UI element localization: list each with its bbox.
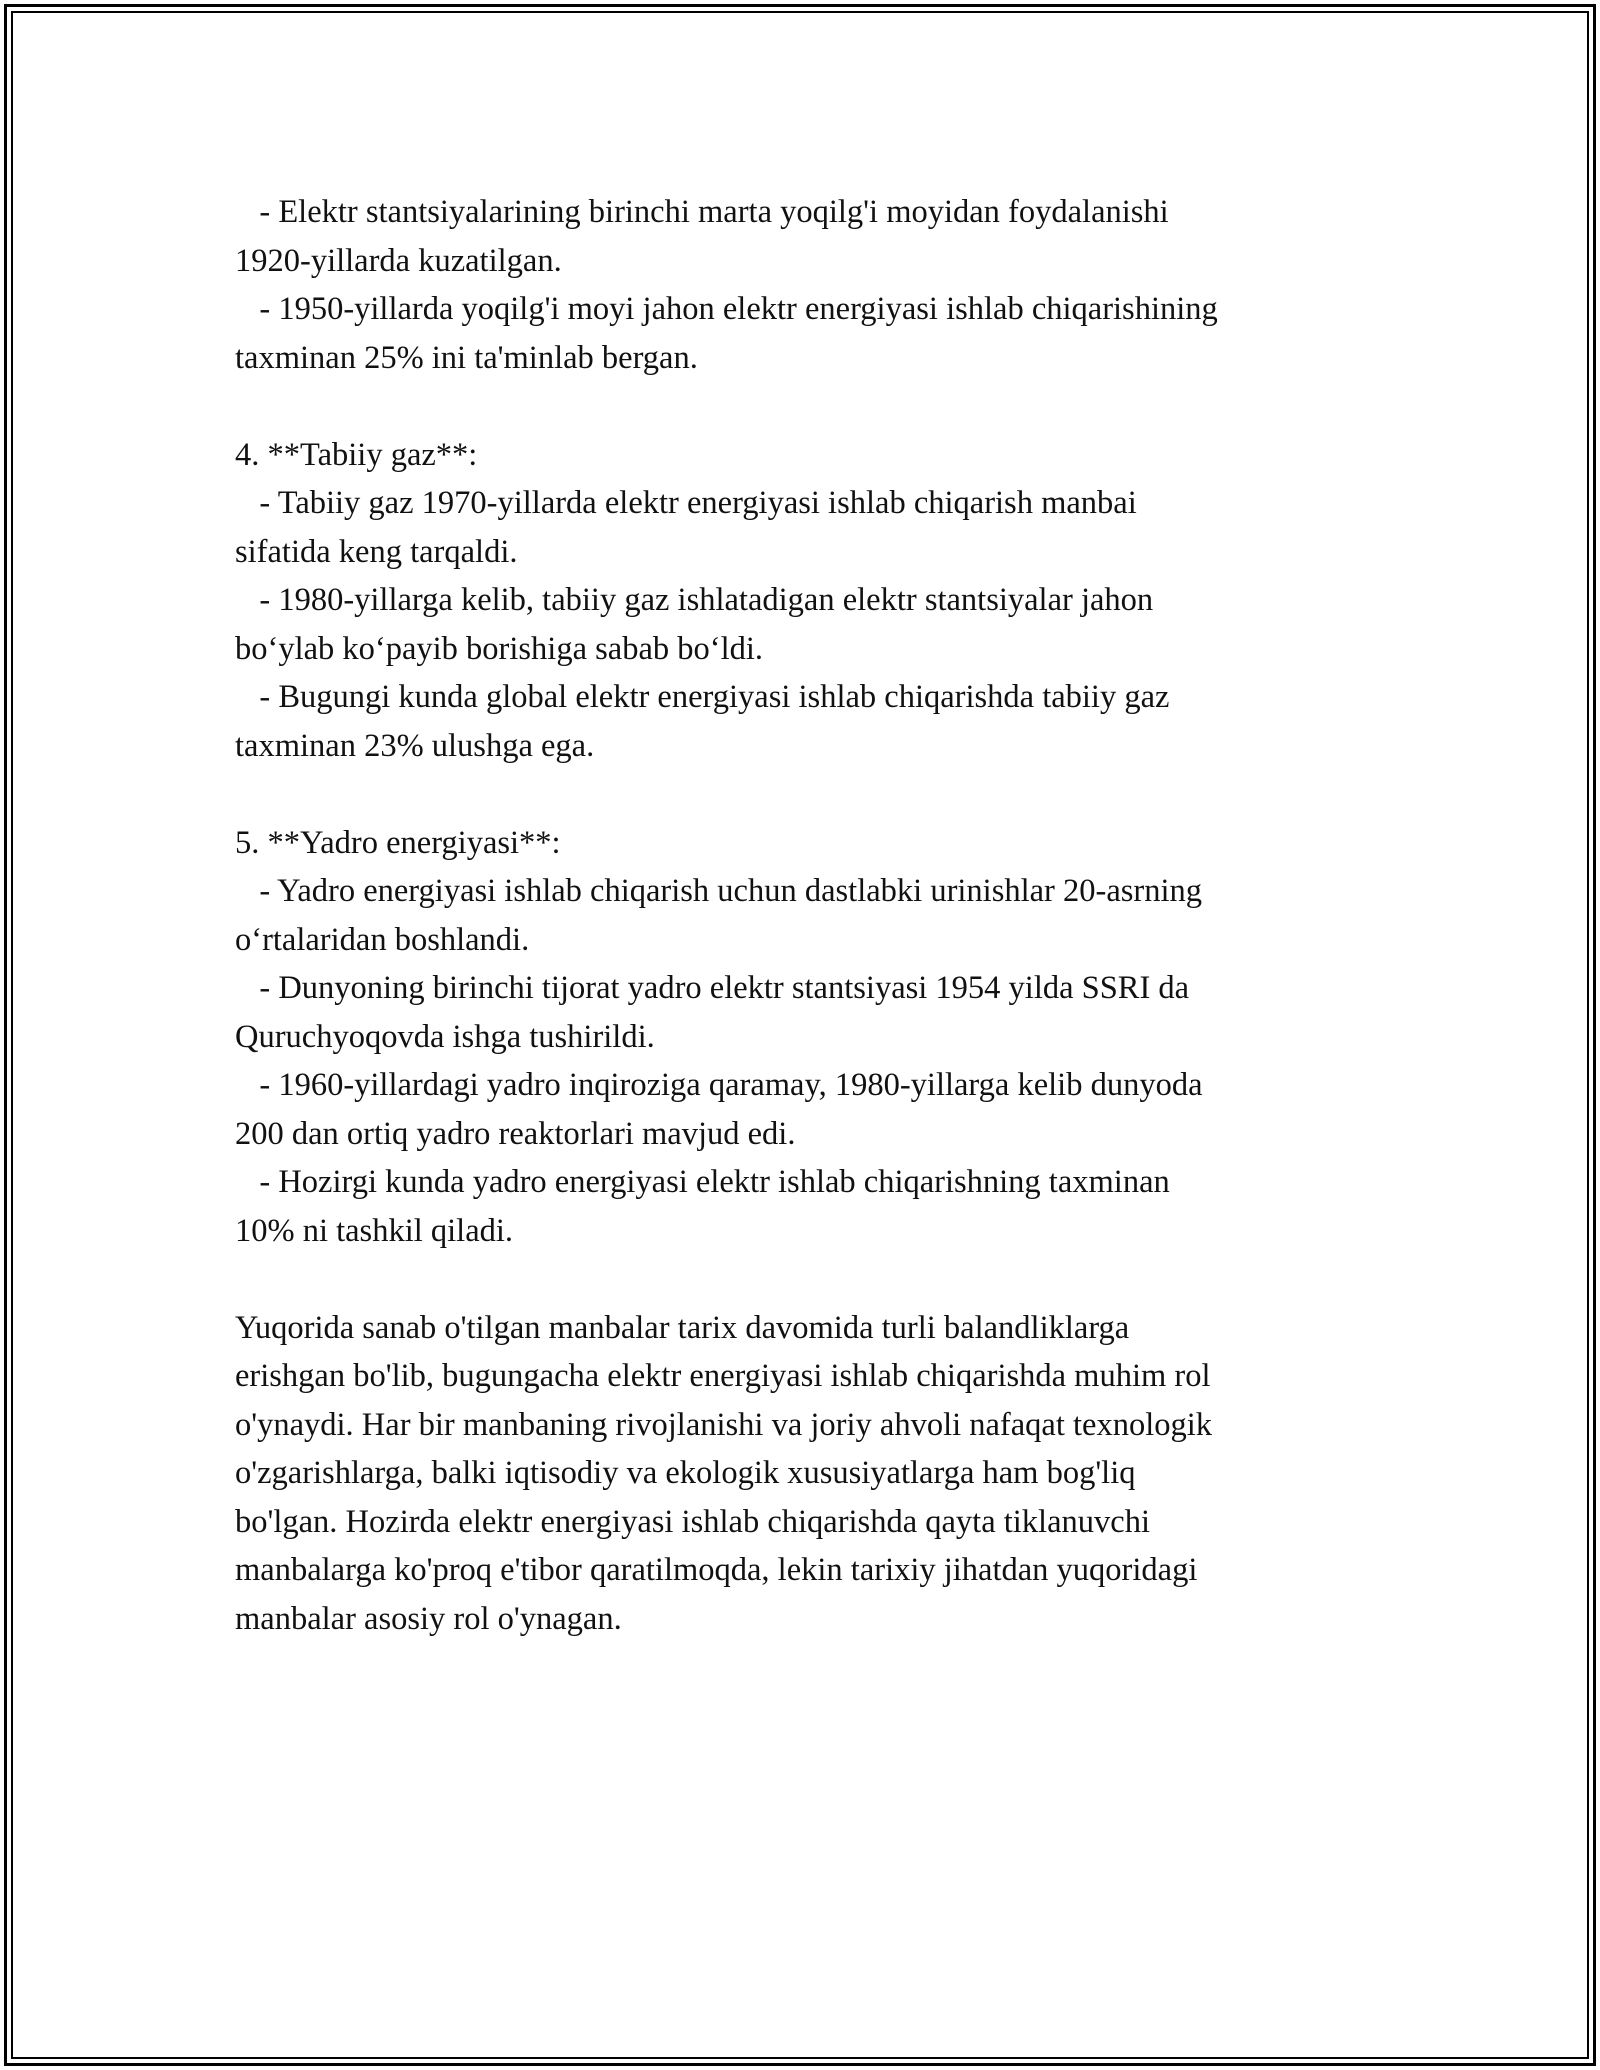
text-line: - Dunyoning birinchi tijorat yadro elektr stantsiyasi 1954 yilda SSRI da <box>235 970 1190 1006</box>
conclusion-line: o'ynaydi. Har bir manbaning rivojlanishi va joriy ahvoli nafaqat texnologik <box>235 1406 1213 1443</box>
text-line: - Hozirgi kunda yadro energiyasi elektr ishlab chiqarishning taxminan <box>235 1164 1170 1200</box>
text-line: - Bugungi kunda global elektr energiyasi ishlab chiqarishda tabiiy gaz <box>235 679 1170 715</box>
conclusion-line: erishgan bo'lib, bugungacha elektr energiyasi ishlab chiqarishda muhim rol <box>235 1358 1211 1394</box>
text-line: 1920-yillarda kuzatilgan. <box>235 242 562 279</box>
text-line: - 1960-yillardagi yadro inqiroziga qaramay, 1980-yillarga kelib dunyoda <box>235 1067 1203 1103</box>
conclusion-line: bo'lgan. Hozirda elektr energiyasi ishlab chiqarishda qayta tiklanuvchi <box>235 1503 1150 1540</box>
text-line: Quruchyoqovda ishga tushirildi. <box>235 1018 655 1055</box>
text-line: 200 dan ortiq yadro reaktorlari mavjud edi. <box>235 1115 796 1152</box>
conclusion-line: o'zgarishlarga, balki iqtisodiy va ekologik xususiyatlarga ham bog'liq <box>235 1455 1136 1491</box>
blank-line <box>235 1255 1365 1304</box>
text-line: - 1980-yillarga kelib, tabiiy gaz ishlatadigan elektr stantsiyalar jahon <box>235 582 1154 618</box>
text-line: sifatida keng tarqaldi. <box>235 533 518 570</box>
conclusion-line: Yuqorida sanab o'tilgan manbalar tarix davomida turli balandliklarga <box>235 1309 1130 1346</box>
text-line: 10% ni tashkil qiladi. <box>235 1212 514 1249</box>
text-line: - Yadro energiyasi ishlab chiqarish uchun dastlabki urinishlar 20-asrning <box>235 873 1203 909</box>
section-heading-tabiiy-gaz: 4. **Tabiiy gaz**: <box>235 436 478 473</box>
blank-line <box>235 382 1365 431</box>
text-line: bo‘ylab ko‘payib borishiga sabab bo‘ldi. <box>235 630 764 667</box>
section-heading-yadro-energiyasi: 5. **Yadro energiyasi**: <box>235 824 561 861</box>
text-line: - Elektr stantsiyalarining birinchi marta yoqilg'i moyidan foydalanishi <box>235 194 1169 230</box>
text-line: - 1950-yillarda yoqilg'i moyi jahon elektr energiyasi ishlab chiqarishining <box>235 291 1218 327</box>
text-line: o‘rtalaridan boshlandi. <box>235 921 530 958</box>
text-line: - Tabiiy gaz 1970-yillarda elektr energiyasi ishlab chiqarish manbai <box>235 485 1137 521</box>
document-body <box>235 188 1365 1643</box>
text-line: taxminan 25% ini ta'minlab bergan. <box>235 339 698 376</box>
conclusion-line: manbalarga ko'proq e'tibor qaratilmoqda, lekin tarixiy jihatdan yuqoridagi <box>235 1552 1198 1588</box>
text-line: taxminan 23% ulushga ega. <box>235 727 595 764</box>
conclusion-line: manbalar asosiy rol o'ynagan. <box>235 1600 622 1637</box>
blank-line <box>235 770 1365 819</box>
